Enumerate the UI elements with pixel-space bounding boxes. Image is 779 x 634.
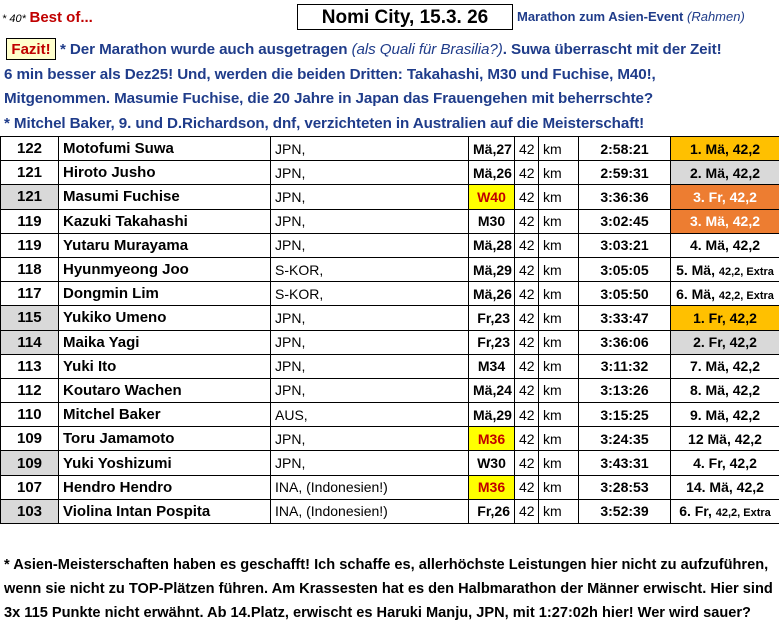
table-row	[1, 403, 779, 427]
footer-note	[4, 553, 779, 626]
placement-cell	[671, 451, 779, 475]
time-cell: 3:33:47	[579, 306, 671, 330]
placement-label: 1. Mä, 42,2	[689, 140, 761, 157]
unit-cell: km	[539, 185, 579, 209]
distance-cell: 42	[515, 209, 539, 233]
table-row	[1, 185, 779, 209]
rank-cell: 110	[1, 403, 59, 427]
placement-cell	[671, 306, 779, 330]
placement-cell	[671, 403, 779, 427]
table-row	[1, 161, 779, 185]
time-cell: 2:59:31	[579, 161, 671, 185]
time-cell: 3:05:50	[579, 282, 671, 306]
age-class-cell: Fr,23	[469, 306, 515, 330]
placement-cell	[671, 330, 779, 354]
nationality-cell: INA, (Indonesien!)	[271, 475, 469, 499]
results-table	[0, 136, 779, 524]
rank-cell: 121	[1, 185, 59, 209]
distance-cell: 42	[515, 161, 539, 185]
age-class-cell: Mä,28	[469, 233, 515, 257]
placement-cell	[671, 257, 779, 281]
header-left	[2, 9, 93, 26]
distance-cell: 42	[515, 137, 539, 161]
time-cell: 3:15:25	[579, 403, 671, 427]
age-class-cell: Fr,23	[469, 330, 515, 354]
intro-line-1	[4, 38, 776, 63]
distance-cell: 42	[515, 451, 539, 475]
distance-cell: 42	[515, 233, 539, 257]
distance-cell: 42	[515, 282, 539, 306]
age-class-cell: W40	[469, 185, 515, 209]
distance-cell: 42	[515, 475, 539, 499]
age-class-cell: M30	[469, 209, 515, 233]
time-cell: 3:02:45	[579, 209, 671, 233]
age-class-cell: Mä,26	[469, 282, 515, 306]
nationality-cell: JPN,	[271, 378, 469, 402]
placement-label: 9. Mä, 42,2	[689, 406, 761, 423]
rank-cell: 103	[1, 499, 59, 523]
distance-cell: 42	[515, 330, 539, 354]
placement-cell	[671, 185, 779, 209]
time-cell: 3:13:26	[579, 378, 671, 402]
placement-extra: 42,2, Extra	[715, 507, 771, 520]
table-row	[1, 257, 779, 281]
time-cell: 3:24:35	[579, 427, 671, 451]
name-cell: Yukiko Umeno	[59, 306, 271, 330]
edition-number: * 40*	[2, 13, 26, 25]
rank-cell: 109	[1, 427, 59, 451]
name-cell: Hendro Hendro	[59, 475, 271, 499]
placement-cell	[671, 233, 779, 257]
placement-label: 3. Fr, 42,2	[693, 188, 757, 205]
distance-cell: 42	[515, 403, 539, 427]
time-cell: 3:03:21	[579, 233, 671, 257]
unit-cell: km	[539, 499, 579, 523]
placement-cell	[671, 282, 779, 306]
age-class-cell: W30	[469, 451, 515, 475]
time-cell: 3:36:36	[579, 185, 671, 209]
unit-cell: km	[539, 451, 579, 475]
nationality-cell: INA, (Indonesien!)	[271, 499, 469, 523]
footer-line-3: 3x 115 Punkte nicht erwähnt. Ab 14.Platz, erwischt es Haruki Manju, JPN, mit 1:27:02h hier! Wer wird sauer?	[4, 605, 751, 622]
intro-text	[4, 38, 776, 136]
nationality-cell: S-KOR,	[271, 282, 469, 306]
table-row	[1, 233, 779, 257]
time-cell: 3:43:31	[579, 451, 671, 475]
rank-cell: 107	[1, 475, 59, 499]
table-row	[1, 427, 779, 451]
rank-cell: 122	[1, 137, 59, 161]
placement-cell	[671, 161, 779, 185]
intro-line-1c: . Suwa überrascht mit der Zeit!	[502, 41, 722, 58]
age-class-cell: Mä,24	[469, 378, 515, 402]
distance-cell: 42	[515, 499, 539, 523]
rank-cell: 112	[1, 378, 59, 402]
event-note: (Rahmen)	[687, 9, 745, 24]
table-row	[1, 282, 779, 306]
placement-label: 4. Fr, 42,2	[693, 455, 757, 472]
name-cell: Violina Intan Pospita	[59, 499, 271, 523]
time-cell: 3:52:39	[579, 499, 671, 523]
nationality-cell: JPN,	[271, 451, 469, 475]
age-class-cell: Fr,26	[469, 499, 515, 523]
placement-label: 7. Mä, 42,2	[689, 358, 761, 375]
placement-extra: 42,2, Extra	[718, 265, 774, 278]
name-cell: Masumi Fuchise	[59, 185, 271, 209]
unit-cell: km	[539, 354, 579, 378]
table-row	[1, 354, 779, 378]
nationality-cell: JPN,	[271, 330, 469, 354]
rank-cell: 114	[1, 330, 59, 354]
unit-cell: km	[539, 427, 579, 451]
header	[0, 0, 779, 36]
age-class-cell: M36	[469, 475, 515, 499]
placement-cell	[671, 427, 779, 451]
table-row	[1, 475, 779, 499]
name-cell: Kazuki Takahashi	[59, 209, 271, 233]
name-cell: Hyunmyeong Joo	[59, 257, 271, 281]
rank-cell: 119	[1, 233, 59, 257]
placement-label: 3. Mä, 42,2	[689, 213, 761, 230]
age-class-cell: M36	[469, 427, 515, 451]
rank-cell: 117	[1, 282, 59, 306]
name-cell: Koutaro Wachen	[59, 378, 271, 402]
unit-cell: km	[539, 257, 579, 281]
rank-cell: 115	[1, 306, 59, 330]
nationality-cell: JPN,	[271, 427, 469, 451]
distance-cell: 42	[515, 354, 539, 378]
age-class-cell: Mä,26	[469, 161, 515, 185]
nationality-cell: JPN,	[271, 161, 469, 185]
age-class-cell: Mä,27	[469, 137, 515, 161]
distance-cell: 42	[515, 185, 539, 209]
results-body	[1, 137, 779, 524]
name-cell: Yutaru Murayama	[59, 233, 271, 257]
placement-cell	[671, 209, 779, 233]
name-cell: Motofumi Suwa	[59, 137, 271, 161]
name-cell: Yuki Ito	[59, 354, 271, 378]
placement-label: 6. Fr,	[679, 503, 712, 520]
nationality-cell: JPN,	[271, 306, 469, 330]
nationality-cell: JPN,	[271, 209, 469, 233]
rank-cell: 113	[1, 354, 59, 378]
unit-cell: km	[539, 161, 579, 185]
placement-cell	[671, 475, 779, 499]
placement-label: 1. Fr, 42,2	[693, 309, 757, 326]
intro-line-1b: (als Quali für Brasilia?)	[351, 41, 503, 58]
intro-line-3: Mitgenommen. Masumie Fuchise, die 20 Jahre in Japan das Frauengehen mit beherrschte?	[4, 90, 654, 107]
table-row	[1, 209, 779, 233]
nationality-cell: JPN,	[271, 137, 469, 161]
table-row	[1, 306, 779, 330]
age-class-cell: Mä,29	[469, 403, 515, 427]
name-cell: Maika Yagi	[59, 330, 271, 354]
nationality-cell: AUS,	[271, 403, 469, 427]
placement-extra: 42,2, Extra	[718, 289, 774, 302]
name-cell: Toru Jamamoto	[59, 427, 271, 451]
placement-label: 8. Mä, 42,2	[689, 382, 761, 399]
best-of-label: Best of...	[29, 9, 93, 26]
placement-label: 4. Mä, 42,2	[689, 237, 761, 254]
unit-cell: km	[539, 330, 579, 354]
unit-cell: km	[539, 137, 579, 161]
rank-cell: 118	[1, 257, 59, 281]
placement-cell	[671, 378, 779, 402]
nationality-cell: S-KOR,	[271, 257, 469, 281]
table-row	[1, 499, 779, 523]
unit-cell: km	[539, 209, 579, 233]
table-row	[1, 137, 779, 161]
placement-cell	[671, 354, 779, 378]
page-title: Nomi City, 15.3. 26	[297, 4, 513, 30]
footer-line-2: wenn sie nicht zu TOP-Plätzen führen. Am Krassesten hat es den Halbmarathon der Männer erwischt. Hier sind	[4, 581, 773, 598]
event-name: Marathon zum Asien-Event	[517, 9, 684, 24]
intro-line-1a: * Der Marathon wurde auch ausgetragen	[60, 41, 352, 58]
time-cell: 3:36:06	[579, 330, 671, 354]
time-cell: 3:05:05	[579, 257, 671, 281]
age-class-cell: M34	[469, 354, 515, 378]
unit-cell: km	[539, 306, 579, 330]
time-cell: 3:28:53	[579, 475, 671, 499]
age-class-cell: Mä,29	[469, 257, 515, 281]
intro-line-4: * Mitchel Baker, 9. und D.Richardson, dnf, verzichteten in Australien auf die Meisterschaft!	[4, 114, 645, 132]
unit-cell: km	[539, 403, 579, 427]
rank-cell: 119	[1, 209, 59, 233]
name-cell: Dongmin Lim	[59, 282, 271, 306]
nationality-cell: JPN,	[271, 233, 469, 257]
time-cell: 2:58:21	[579, 137, 671, 161]
unit-cell: km	[539, 282, 579, 306]
nationality-cell: JPN,	[271, 185, 469, 209]
placement-cell	[671, 499, 779, 523]
placement-cell	[671, 137, 779, 161]
placement-label: 5. Mä,	[676, 261, 715, 278]
time-cell: 3:11:32	[579, 354, 671, 378]
event-label	[517, 9, 745, 24]
unit-cell: km	[539, 475, 579, 499]
table-row	[1, 378, 779, 402]
unit-cell: km	[539, 378, 579, 402]
placement-label: 2. Mä, 42,2	[689, 164, 761, 181]
name-cell: Hiroto Jusho	[59, 161, 271, 185]
footer-line-1: * Asien-Meisterschaften haben es geschafft! Ich schaffe es, allerhöchste Leistungen hier nicht zu aufzuführen,	[4, 557, 769, 573]
nationality-cell: JPN,	[271, 354, 469, 378]
fazit-badge: Fazit!	[6, 38, 56, 60]
placement-label: 14. Mä, 42,2	[686, 479, 764, 496]
table-row	[1, 451, 779, 475]
name-cell: Mitchel Baker	[59, 403, 271, 427]
rank-cell: 121	[1, 161, 59, 185]
distance-cell: 42	[515, 306, 539, 330]
name-cell: Yuki Yoshizumi	[59, 451, 271, 475]
distance-cell: 42	[515, 257, 539, 281]
distance-cell: 42	[515, 427, 539, 451]
distance-cell: 42	[515, 378, 539, 402]
placement-label: 12 Mä, 42,2	[688, 430, 762, 447]
placement-label: 6. Mä,	[676, 285, 715, 302]
intro-line-2: 6 min besser als Dez25! Und, werden die beiden Dritten: Takahashi, M30 und Fuchise, M40!,	[4, 65, 656, 83]
unit-cell: km	[539, 233, 579, 257]
placement-label: 2. Fr, 42,2	[693, 334, 757, 351]
rank-cell: 109	[1, 451, 59, 475]
table-row	[1, 330, 779, 354]
